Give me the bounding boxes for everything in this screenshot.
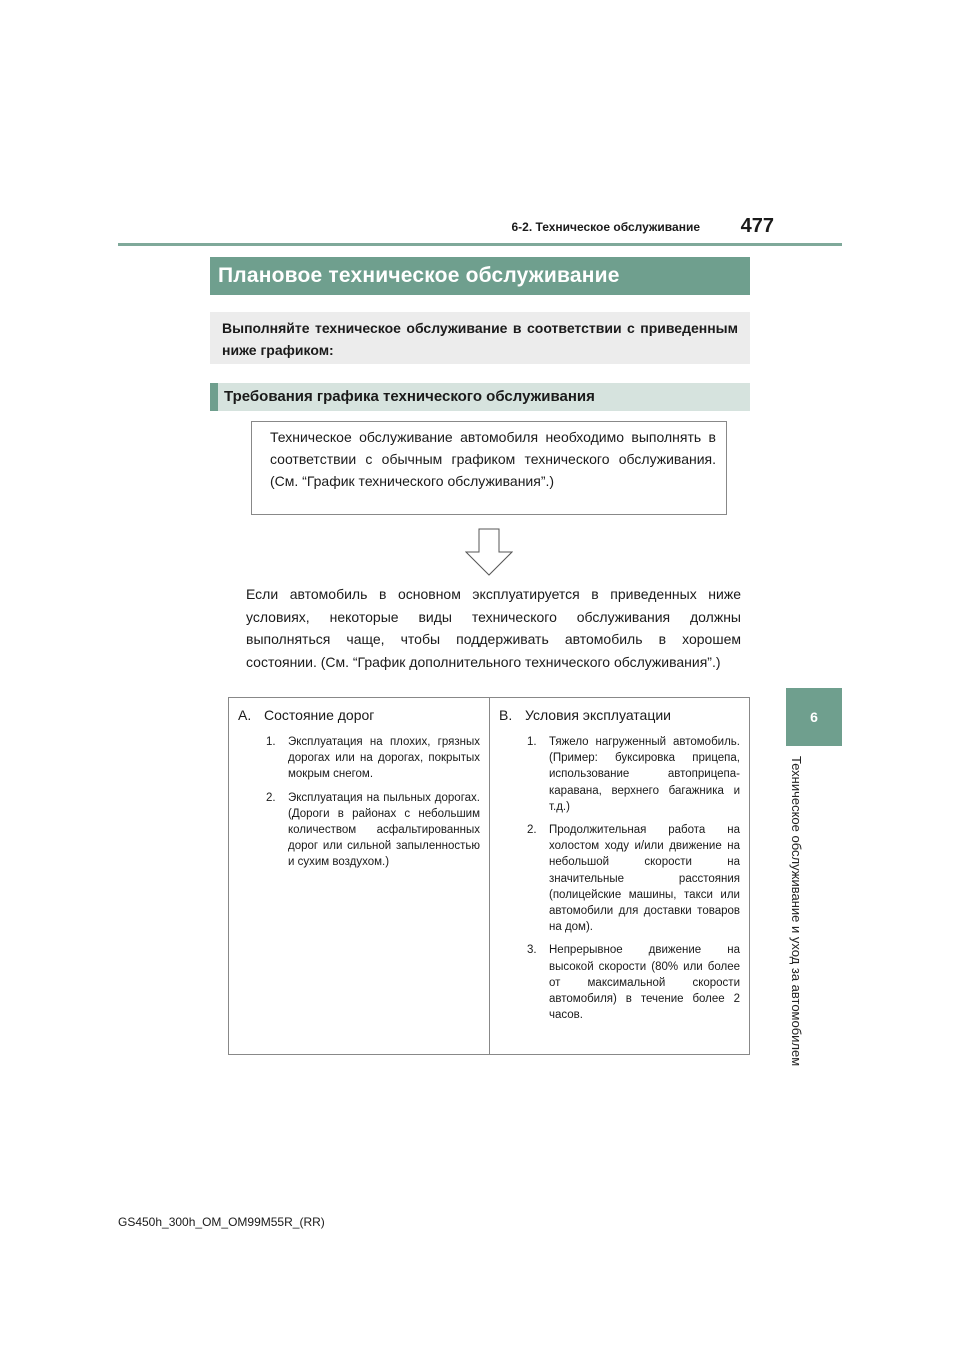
list-item: 2. Продолжительная работа на холостом ходу и/или движение на небольшой скорости на значительные расстояния (полицейские машины, такси или автомобили для доставки товаров на дом). — [527, 824, 740, 934]
document-footer: GS450h_300h_OM_OM99M55R_(RR) — [118, 1215, 325, 1229]
column-heading: B. Условия эксплуатации — [499, 707, 671, 723]
column-heading: A. Состояние дорог — [238, 707, 375, 723]
header-section-title: 6-2. Техническое обслуживание — [511, 220, 700, 234]
chapter-title: Техническое обслуживание и уход за автомобилем — [789, 756, 804, 1067]
chapter-tab: 6 — [786, 688, 842, 746]
conditions-table — [228, 697, 750, 1055]
list-item: 1. Тяжело нагруженный автомобиль. (Пример: буксировка прицепа, использование автоприцепа-каравана, верхнего багажника и т.д.) — [527, 736, 740, 813]
list-item: 1. Эксплуатация на плохих, грязных дорогах или на дорогах, покрытых мокрым снегом. — [266, 736, 480, 781]
down-arrow-icon — [465, 528, 513, 576]
page-number: 477 — [740, 215, 774, 237]
column-driving-conditions — [490, 698, 749, 1054]
conditions-paragraph: Если автомобиль в основном эксплуатируется в приведенных ниже условиях, некоторые виды технического обслуживания должны выполняться чаще, чтобы поддерживать автомобиль в хорошем состоянии. (См. “График дополнительного технического обслуживания”.) — [246, 586, 741, 670]
subheading: Требования графика технического обслуживания — [210, 383, 750, 411]
header-divider — [118, 243, 842, 246]
schedule-note-box: Техническое обслуживание автомобиля необходимо выполнять в соответствии с обычным графиком технического обслуживания. (См. “График технического обслуживания”.) — [251, 421, 727, 515]
chapter-title-wrap — [776, 756, 816, 1086]
intro-text: Выполняйте техническое обслуживание в соответствии с приведенным ниже графиком: — [210, 312, 750, 364]
list-item: 3. Непрерывное движение на высокой скорости (80% или более от максимальной скорости автомобиля) в течение более 2 часов. — [527, 944, 740, 1022]
page-title: Плановое техническое обслуживание — [210, 257, 750, 295]
list-item: 2. Эксплуатация на пыльных дорогах. (Дороги в районах с небольшим количеством асфальтированных дорог или сильной запыленностью и сухим воздухом.) — [266, 791, 480, 869]
column-road-conditions — [229, 698, 490, 1054]
